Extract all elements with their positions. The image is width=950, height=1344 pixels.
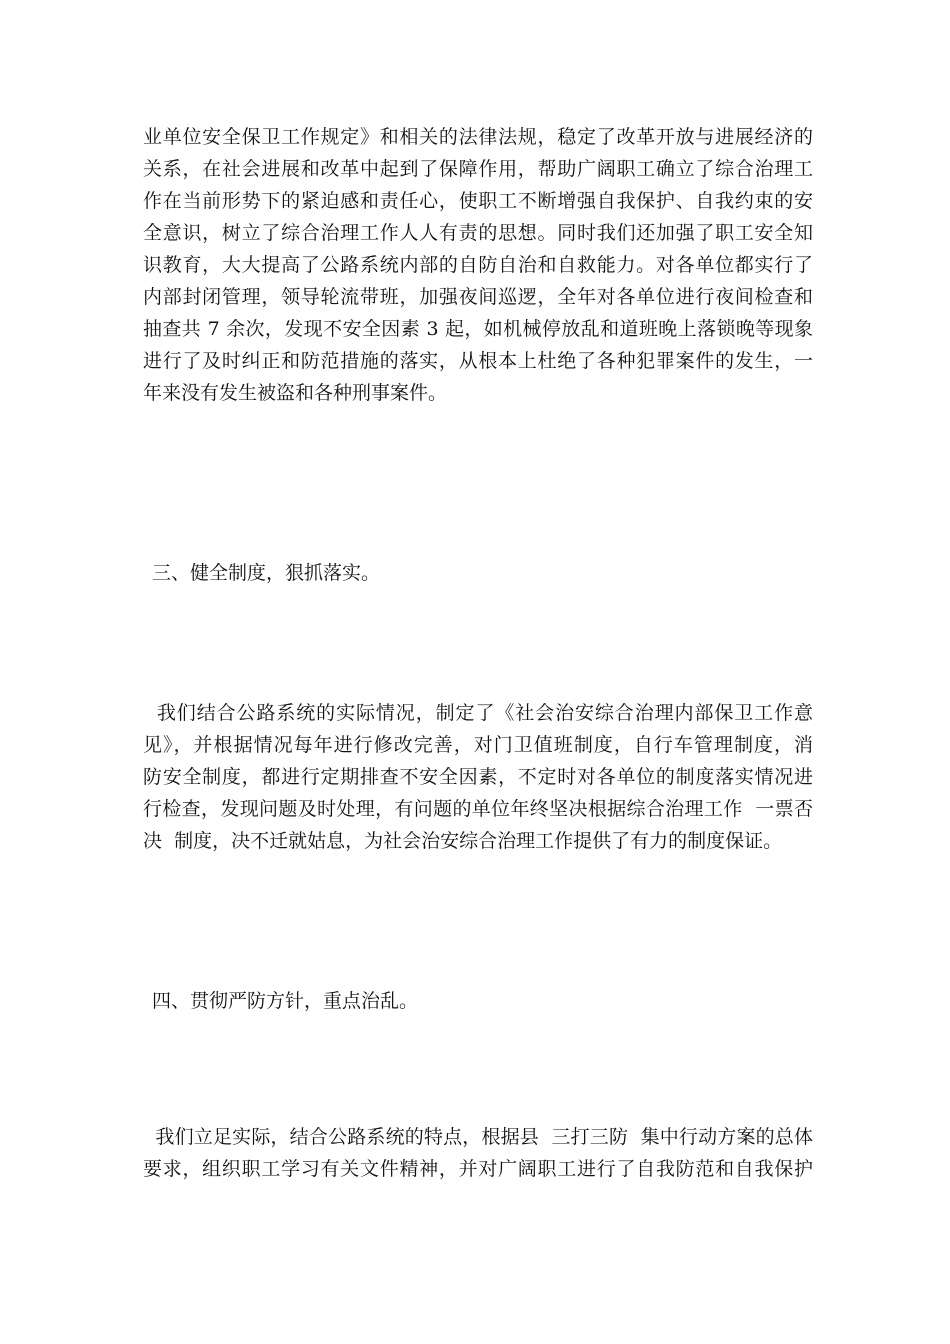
paragraph-system-rules (143, 697, 813, 857)
section-heading-4 (152, 985, 822, 1017)
paragraph-line: 抽查共 7 余次，发现不安全因素 3 起，如机械停放乱和道班晚上落锁晚等现象 (143, 318, 813, 340)
heading-text: 三、健全制度，狠抓落实。 (152, 562, 381, 584)
paragraph-line: 年来没有发生被盗和各种刑事案件。 (143, 382, 448, 404)
paragraph-line: 业单位安全保卫工作规定》和相关的法律法规，稳定了改革开放与进展经济的 (143, 126, 813, 148)
paragraph-line: 识教育，大大提高了公路系统内部的自防自治和自救能力。对各单位都实行了 (143, 254, 813, 276)
paragraph-line: 要求，组织职工学习有关文件精神，并对广阔职工进行了自我防范和自我保护 (143, 1158, 813, 1180)
paragraph-line: 行检查，发现问题及时处理，有问题的单位年终坚决根据综合治理工作 一票否 (143, 798, 813, 820)
paragraph-line: 见》，并根据情况每年进行修改完善，对门卫值班制度，自行车管理制度，消 (143, 734, 813, 756)
paragraph-line: 全意识，树立了综合治理工作人人有责的思想。同时我们还加强了职工安全知 (143, 222, 813, 244)
paragraph-line: 关系，在社会进展和改革中起到了保障作用，帮助广阔职工确立了综合治理工 (143, 158, 813, 180)
paragraph-safety-management (143, 121, 813, 409)
paragraph-line: 我们结合公路系统的实际情况，制定了《社会治安综合治理内部保卫工作意 (143, 702, 813, 724)
paragraph-prevention (143, 1121, 813, 1185)
heading-text: 四、贯彻严防方针，重点治乱。 (152, 990, 419, 1012)
paragraph-line: 我们立足实际，结合公路系统的特点，根据县 三打三防 集中行动方案的总体 (143, 1126, 813, 1148)
paragraph-line: 进行了及时纠正和防范措施的落实，从根本上杜绝了各种犯罪案件的发生，一 (143, 350, 813, 372)
paragraph-line: 决 制度，决不迁就姑息，为社会治安综合治理工作提供了有力的制度保证。 (143, 830, 783, 852)
paragraph-line: 防安全制度，都进行定期排查不安全因素，不定时对各单位的制度落实情况进 (143, 766, 813, 788)
paragraph-line: 内部封闭管理，领导轮流带班，加强夜间巡逻，全年对各单位进行夜间检查和 (143, 286, 813, 308)
paragraph-line: 作在当前形势下的紧迫感和责任心，使职工不断增强自我保护、自我约束的安 (143, 190, 813, 212)
section-heading-3 (152, 557, 822, 589)
